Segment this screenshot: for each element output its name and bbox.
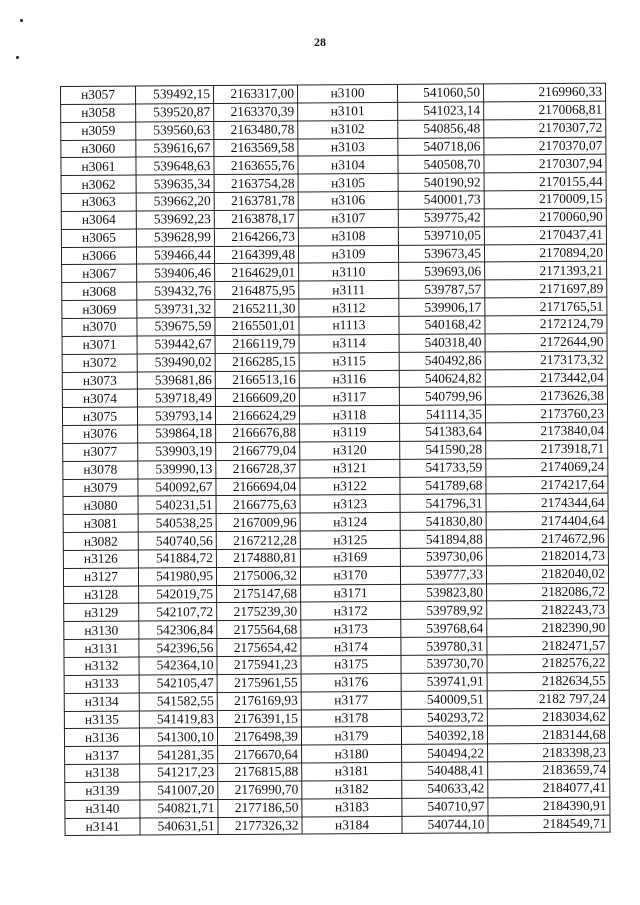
y-coordinate-cell: 2170894,20 bbox=[484, 244, 606, 263]
point-name-cell: н3169 bbox=[300, 548, 400, 566]
y-coordinate-cell: 2165211,30 bbox=[215, 299, 299, 317]
point-name-cell: н3065 bbox=[61, 229, 136, 247]
y-coordinate-cell: 2166775,63 bbox=[216, 495, 300, 513]
y-coordinate-cell: 2171765,51 bbox=[485, 297, 607, 316]
x-coordinate-cell: 541894,88 bbox=[400, 530, 486, 548]
y-coordinate-cell: 2184390,91 bbox=[488, 797, 610, 816]
point-name-cell: н3182 bbox=[302, 780, 402, 798]
y-coordinate-cell: 2172644,90 bbox=[485, 333, 607, 352]
point-name-cell: н3179 bbox=[301, 727, 401, 745]
x-coordinate-cell: 539775,42 bbox=[398, 209, 484, 227]
x-coordinate-cell: 540190,92 bbox=[398, 173, 484, 191]
point-name-cell: н3129 bbox=[64, 603, 139, 621]
point-name-cell: н3061 bbox=[61, 157, 136, 175]
x-coordinate-cell: 540231,51 bbox=[138, 496, 216, 514]
x-coordinate-cell: 539681,86 bbox=[137, 371, 215, 389]
x-coordinate-cell: 542019,75 bbox=[139, 585, 217, 603]
x-coordinate-cell: 539903,19 bbox=[138, 442, 216, 460]
y-coordinate-cell: 2183034,62 bbox=[487, 708, 609, 727]
point-name-cell: н3108 bbox=[298, 227, 398, 245]
point-name-cell: н3107 bbox=[298, 209, 398, 227]
x-coordinate-cell: 539492,15 bbox=[136, 86, 214, 104]
y-coordinate-cell: 2163317,00 bbox=[214, 85, 298, 103]
x-coordinate-cell: 539718,49 bbox=[137, 389, 215, 407]
y-coordinate-cell: 2182086,72 bbox=[487, 583, 609, 602]
x-coordinate-cell: 540009,51 bbox=[401, 691, 487, 709]
point-name-cell: н3134 bbox=[64, 693, 139, 711]
x-coordinate-cell: 539692,23 bbox=[136, 210, 214, 228]
x-coordinate-cell: 539693,06 bbox=[399, 262, 485, 280]
point-name-cell: н3103 bbox=[298, 138, 398, 156]
y-coordinate-cell: 2182014,73 bbox=[486, 547, 608, 566]
x-coordinate-cell: 539906,17 bbox=[399, 298, 485, 316]
point-name-cell: н3075 bbox=[62, 407, 137, 425]
coordinates-table bbox=[60, 83, 611, 837]
point-name-cell: н3112 bbox=[299, 299, 399, 317]
point-name-cell: н3181 bbox=[302, 762, 402, 780]
y-coordinate-cell: 2177326,32 bbox=[218, 817, 302, 835]
point-name-cell: н3073 bbox=[62, 372, 137, 390]
point-name-cell: н3110 bbox=[299, 263, 399, 281]
y-coordinate-cell: 2163878,17 bbox=[214, 210, 298, 228]
point-name-cell: н3114 bbox=[299, 334, 399, 352]
y-coordinate-cell: 2173442,04 bbox=[485, 369, 607, 388]
x-coordinate-cell: 539648,63 bbox=[136, 157, 214, 175]
y-coordinate-cell: 2163781,78 bbox=[214, 192, 298, 210]
x-coordinate-cell: 541733,59 bbox=[400, 459, 486, 477]
point-name-cell: н3135 bbox=[64, 711, 139, 729]
point-name-cell: н3081 bbox=[63, 514, 138, 532]
y-coordinate-cell: 2170068,81 bbox=[484, 101, 606, 120]
y-coordinate-cell: 2173840,04 bbox=[486, 422, 608, 441]
x-coordinate-cell: 540508,70 bbox=[398, 155, 484, 173]
x-coordinate-cell: 540001,73 bbox=[398, 191, 484, 209]
y-coordinate-cell: 2166624,29 bbox=[215, 406, 299, 424]
point-name-cell: н3171 bbox=[301, 584, 401, 602]
x-coordinate-cell: 539730,06 bbox=[400, 548, 486, 566]
x-coordinate-cell: 539442,67 bbox=[137, 335, 215, 353]
x-coordinate-cell: 540633,42 bbox=[402, 780, 488, 798]
y-coordinate-cell: 2171393,21 bbox=[485, 262, 607, 281]
coordinates-table-body bbox=[61, 83, 611, 836]
y-coordinate-cell: 2175564,68 bbox=[217, 620, 301, 638]
y-coordinate-cell: 2183144,68 bbox=[487, 726, 609, 745]
point-name-cell: н3175 bbox=[301, 655, 401, 673]
point-name-cell: н3124 bbox=[300, 513, 400, 531]
x-coordinate-cell: 539823,80 bbox=[401, 584, 487, 602]
point-name-cell: н3178 bbox=[301, 709, 401, 727]
x-coordinate-cell: 539990,13 bbox=[138, 460, 216, 478]
x-coordinate-cell: 541419,83 bbox=[139, 710, 217, 728]
y-coordinate-cell: 2182 797,24 bbox=[487, 690, 609, 709]
y-coordinate-cell: 2171697,89 bbox=[485, 279, 607, 298]
point-name-cell: н3072 bbox=[62, 354, 137, 372]
point-name-cell: н3104 bbox=[298, 156, 398, 174]
x-coordinate-cell: 539635,34 bbox=[136, 175, 214, 193]
x-coordinate-cell: 540710,97 bbox=[402, 798, 488, 816]
point-name-cell: н3106 bbox=[298, 191, 398, 209]
x-coordinate-cell: 539780,31 bbox=[401, 637, 487, 655]
point-name-cell: н3076 bbox=[63, 425, 138, 443]
scan-speck bbox=[20, 19, 23, 22]
x-coordinate-cell: 539731,32 bbox=[137, 300, 215, 318]
point-name-cell: н3119 bbox=[300, 423, 400, 441]
point-name-cell: н3176 bbox=[301, 673, 401, 691]
x-coordinate-cell: 539789,92 bbox=[401, 601, 487, 619]
x-coordinate-cell: 539710,05 bbox=[398, 227, 484, 245]
table-row bbox=[65, 815, 610, 836]
point-name-cell: н3141 bbox=[65, 818, 140, 836]
point-name-cell: н3170 bbox=[300, 566, 400, 584]
y-coordinate-cell: 2182576,22 bbox=[487, 654, 609, 673]
point-name-cell: н3070 bbox=[62, 318, 137, 336]
y-coordinate-cell: 2173760,23 bbox=[485, 404, 607, 423]
y-coordinate-cell: 2177186,50 bbox=[218, 799, 302, 817]
y-coordinate-cell: 2175239,30 bbox=[217, 603, 301, 621]
point-name-cell: н3128 bbox=[64, 586, 139, 604]
y-coordinate-cell: 2176498,39 bbox=[217, 727, 301, 745]
y-coordinate-cell: 2174880,81 bbox=[216, 549, 300, 567]
scan-speck bbox=[16, 56, 19, 59]
point-name-cell: н3116 bbox=[299, 370, 399, 388]
y-coordinate-cell: 2175961,55 bbox=[217, 674, 301, 692]
point-name-cell: н3127 bbox=[63, 568, 138, 586]
point-name-cell: н3064 bbox=[61, 211, 136, 229]
x-coordinate-cell: 541007,20 bbox=[140, 781, 218, 799]
x-coordinate-cell: 541300,10 bbox=[139, 728, 217, 746]
point-name-cell: н3109 bbox=[298, 245, 398, 263]
y-coordinate-cell: 2175941,23 bbox=[217, 656, 301, 674]
y-coordinate-cell: 2174344,64 bbox=[486, 494, 608, 513]
page-number: 28 bbox=[314, 35, 326, 49]
x-coordinate-cell: 539864,18 bbox=[138, 425, 216, 443]
x-coordinate-cell: 539662,20 bbox=[136, 193, 214, 211]
x-coordinate-cell: 539675,59 bbox=[137, 318, 215, 336]
x-coordinate-cell: 541796,31 bbox=[400, 494, 486, 512]
y-coordinate-cell: 2170307,72 bbox=[484, 119, 606, 138]
x-coordinate-cell: 540744,10 bbox=[402, 815, 488, 833]
y-coordinate-cell: 2184077,41 bbox=[488, 779, 610, 798]
x-coordinate-cell: 540538,25 bbox=[138, 514, 216, 532]
x-coordinate-cell: 539768,64 bbox=[401, 619, 487, 637]
x-coordinate-cell: 540494,22 bbox=[402, 744, 488, 762]
x-coordinate-cell: 540092,67 bbox=[138, 478, 216, 496]
point-name-cell: н3057 bbox=[61, 86, 136, 104]
y-coordinate-cell: 2166694,04 bbox=[216, 478, 300, 496]
y-coordinate-cell: 2164399,48 bbox=[214, 246, 298, 264]
x-coordinate-cell: 539741,91 bbox=[401, 673, 487, 691]
y-coordinate-cell: 2176670,64 bbox=[218, 745, 302, 763]
y-coordinate-cell: 2166119,79 bbox=[215, 335, 299, 353]
y-coordinate-cell: 2166609,20 bbox=[215, 388, 299, 406]
x-coordinate-cell: 540318,40 bbox=[399, 334, 485, 352]
point-name-cell: н3183 bbox=[302, 798, 402, 816]
x-coordinate-cell: 539777,33 bbox=[400, 566, 486, 584]
y-coordinate-cell: 2183398,23 bbox=[488, 743, 610, 762]
y-coordinate-cell: 2182390,90 bbox=[487, 618, 609, 637]
y-coordinate-cell: 2175006,32 bbox=[216, 567, 300, 585]
y-coordinate-cell: 2174217,64 bbox=[486, 476, 608, 495]
point-name-cell: н3117 bbox=[299, 388, 399, 406]
y-coordinate-cell: 2182634,55 bbox=[487, 672, 609, 691]
y-coordinate-cell: 2170155,44 bbox=[484, 172, 606, 191]
x-coordinate-cell: 542364,10 bbox=[139, 657, 217, 675]
x-coordinate-cell: 541582,55 bbox=[139, 692, 217, 710]
point-name-cell: н3078 bbox=[63, 461, 138, 479]
point-name-cell: н3123 bbox=[300, 495, 400, 513]
y-coordinate-cell: 2176990,70 bbox=[218, 781, 302, 799]
point-name-cell: н3068 bbox=[62, 282, 137, 300]
y-coordinate-cell: 2165501,01 bbox=[215, 317, 299, 335]
x-coordinate-cell: 539520,87 bbox=[136, 103, 214, 121]
y-coordinate-cell: 2176169,93 bbox=[217, 692, 301, 710]
point-name-cell: н3180 bbox=[302, 745, 402, 763]
y-coordinate-cell: 2166285,15 bbox=[215, 353, 299, 371]
point-name-cell: н3100 bbox=[297, 84, 397, 102]
point-name-cell: н3079 bbox=[63, 479, 138, 497]
x-coordinate-cell: 541383,64 bbox=[400, 423, 486, 441]
y-coordinate-cell: 2170437,41 bbox=[484, 226, 606, 245]
point-name-cell: н3139 bbox=[65, 782, 140, 800]
y-coordinate-cell: 2170060,90 bbox=[484, 208, 606, 227]
x-coordinate-cell: 540799,96 bbox=[399, 387, 485, 405]
x-coordinate-cell: 542105,47 bbox=[139, 674, 217, 692]
y-coordinate-cell: 2174672,96 bbox=[486, 529, 608, 548]
point-name-cell: н3101 bbox=[298, 102, 398, 120]
x-coordinate-cell: 542306,84 bbox=[139, 621, 217, 639]
x-coordinate-cell: 541023,14 bbox=[398, 102, 484, 120]
x-coordinate-cell: 541830,80 bbox=[400, 512, 486, 530]
point-name-cell: н3125 bbox=[300, 531, 400, 549]
x-coordinate-cell: 539673,45 bbox=[398, 245, 484, 263]
x-coordinate-cell: 539406,46 bbox=[137, 264, 215, 282]
y-coordinate-cell: 2163569,58 bbox=[214, 139, 298, 157]
point-name-cell: н3069 bbox=[62, 300, 137, 318]
y-coordinate-cell: 2183659,74 bbox=[488, 761, 610, 780]
y-coordinate-cell: 2182471,57 bbox=[487, 636, 609, 655]
point-name-cell: н3130 bbox=[64, 621, 139, 639]
x-coordinate-cell: 539560,63 bbox=[136, 121, 214, 139]
point-name-cell: н3132 bbox=[64, 657, 139, 675]
x-coordinate-cell: 540624,82 bbox=[399, 369, 485, 387]
coordinates-sheet bbox=[60, 83, 611, 837]
point-name-cell: н3080 bbox=[63, 496, 138, 514]
point-name-cell: н3120 bbox=[300, 441, 400, 459]
x-coordinate-cell: 540856,48 bbox=[398, 120, 484, 138]
x-coordinate-cell: 541114,35 bbox=[399, 405, 485, 423]
point-name-cell: н3137 bbox=[65, 746, 140, 764]
y-coordinate-cell: 2166513,16 bbox=[215, 371, 299, 389]
x-coordinate-cell: 540293,72 bbox=[401, 708, 487, 726]
x-coordinate-cell: 539628,99 bbox=[136, 228, 214, 246]
x-coordinate-cell: 540392,18 bbox=[401, 726, 487, 744]
x-coordinate-cell: 542107,72 bbox=[139, 603, 217, 621]
point-name-cell: н3172 bbox=[301, 602, 401, 620]
point-name-cell: н3063 bbox=[61, 193, 136, 211]
y-coordinate-cell: 2164629,01 bbox=[215, 263, 299, 281]
y-coordinate-cell: 2166779,04 bbox=[216, 442, 300, 460]
point-name-cell: н3059 bbox=[61, 122, 136, 140]
x-coordinate-cell: 540821,71 bbox=[140, 799, 218, 817]
y-coordinate-cell: 2173173,32 bbox=[485, 351, 607, 370]
y-coordinate-cell: 2174069,24 bbox=[486, 458, 608, 477]
y-coordinate-cell: 2176815,88 bbox=[218, 763, 302, 781]
point-name-cell: н3118 bbox=[299, 406, 399, 424]
x-coordinate-cell: 541281,35 bbox=[140, 746, 218, 764]
point-name-cell: н3122 bbox=[300, 477, 400, 495]
x-coordinate-cell: 541884,72 bbox=[138, 549, 216, 567]
point-name-cell: н3058 bbox=[61, 104, 136, 122]
x-coordinate-cell: 541980,95 bbox=[138, 567, 216, 585]
y-coordinate-cell: 2170370,07 bbox=[484, 137, 606, 156]
point-name-cell: н3067 bbox=[62, 264, 137, 282]
y-coordinate-cell: 2174404,64 bbox=[486, 511, 608, 530]
y-coordinate-cell: 2182040,02 bbox=[486, 565, 608, 584]
x-coordinate-cell: 540718,06 bbox=[398, 137, 484, 155]
point-name-cell: н3060 bbox=[61, 140, 136, 158]
point-name-cell: н3173 bbox=[301, 620, 401, 638]
x-coordinate-cell: 539787,57 bbox=[399, 280, 485, 298]
y-coordinate-cell: 2166676,88 bbox=[216, 424, 300, 442]
point-name-cell: н3140 bbox=[65, 800, 140, 818]
y-coordinate-cell: 2167009,96 bbox=[216, 513, 300, 531]
point-name-cell: н3105 bbox=[298, 174, 398, 192]
y-coordinate-cell: 2164266,73 bbox=[214, 228, 298, 246]
point-name-cell: н3136 bbox=[64, 728, 139, 746]
point-name-cell: н3131 bbox=[64, 639, 139, 657]
x-coordinate-cell: 540492,86 bbox=[399, 352, 485, 370]
point-name-cell: н3077 bbox=[63, 443, 138, 461]
y-coordinate-cell: 2173918,71 bbox=[486, 440, 608, 459]
x-coordinate-cell: 541789,68 bbox=[400, 476, 486, 494]
y-coordinate-cell: 2164875,95 bbox=[215, 281, 299, 299]
y-coordinate-cell: 2184549,71 bbox=[488, 815, 610, 834]
y-coordinate-cell: 2170307,94 bbox=[484, 155, 606, 174]
y-coordinate-cell: 2175654,42 bbox=[217, 638, 301, 656]
y-coordinate-cell: 2173626,38 bbox=[485, 387, 607, 406]
point-name-cell: н3074 bbox=[62, 389, 137, 407]
y-coordinate-cell: 2176391,15 bbox=[217, 710, 301, 728]
x-coordinate-cell: 540740,56 bbox=[138, 532, 216, 550]
point-name-cell: н3177 bbox=[301, 691, 401, 709]
y-coordinate-cell: 2175147,68 bbox=[217, 585, 301, 603]
y-coordinate-cell: 2163655,76 bbox=[214, 156, 298, 174]
point-name-cell: н3111 bbox=[299, 281, 399, 299]
y-coordinate-cell: 2170009,15 bbox=[484, 190, 606, 209]
point-name-cell: н3071 bbox=[62, 336, 137, 354]
point-name-cell: н3126 bbox=[63, 550, 138, 568]
x-coordinate-cell: 542396,56 bbox=[139, 639, 217, 657]
x-coordinate-cell: 539616,67 bbox=[136, 139, 214, 157]
x-coordinate-cell: 540631,51 bbox=[140, 817, 218, 835]
y-coordinate-cell: 2172124,79 bbox=[485, 315, 607, 334]
x-coordinate-cell: 540168,42 bbox=[399, 316, 485, 334]
x-coordinate-cell: 539793,14 bbox=[137, 407, 215, 425]
y-coordinate-cell: 2182243,73 bbox=[487, 601, 609, 620]
x-coordinate-cell: 539730,70 bbox=[401, 655, 487, 673]
point-name-cell: н3102 bbox=[298, 120, 398, 138]
y-coordinate-cell: 2163754,28 bbox=[214, 174, 298, 192]
point-name-cell: н3174 bbox=[301, 638, 401, 656]
point-name-cell: н3133 bbox=[64, 675, 139, 693]
y-coordinate-cell: 2167212,28 bbox=[216, 531, 300, 549]
x-coordinate-cell: 539432,76 bbox=[137, 282, 215, 300]
y-coordinate-cell: 2166728,37 bbox=[216, 460, 300, 478]
point-name-cell: н3115 bbox=[299, 352, 399, 370]
x-coordinate-cell: 539490,02 bbox=[137, 353, 215, 371]
point-name-cell: н3184 bbox=[302, 816, 402, 834]
point-name-cell: н1113 bbox=[299, 316, 399, 334]
x-coordinate-cell: 541590,28 bbox=[400, 441, 486, 459]
point-name-cell: н3062 bbox=[61, 175, 136, 193]
x-coordinate-cell: 539466,44 bbox=[136, 246, 214, 264]
point-name-cell: н3066 bbox=[61, 247, 136, 265]
x-coordinate-cell: 541217,23 bbox=[140, 764, 218, 782]
y-coordinate-cell: 2169960,33 bbox=[483, 83, 605, 102]
y-coordinate-cell: 2163370,39 bbox=[214, 103, 298, 121]
point-name-cell: н3082 bbox=[63, 532, 138, 550]
y-coordinate-cell: 2163480,78 bbox=[214, 121, 298, 139]
x-coordinate-cell: 541060,50 bbox=[397, 84, 483, 102]
point-name-cell: н3121 bbox=[300, 459, 400, 477]
point-name-cell: н3138 bbox=[65, 764, 140, 782]
x-coordinate-cell: 540488,41 bbox=[402, 762, 488, 780]
